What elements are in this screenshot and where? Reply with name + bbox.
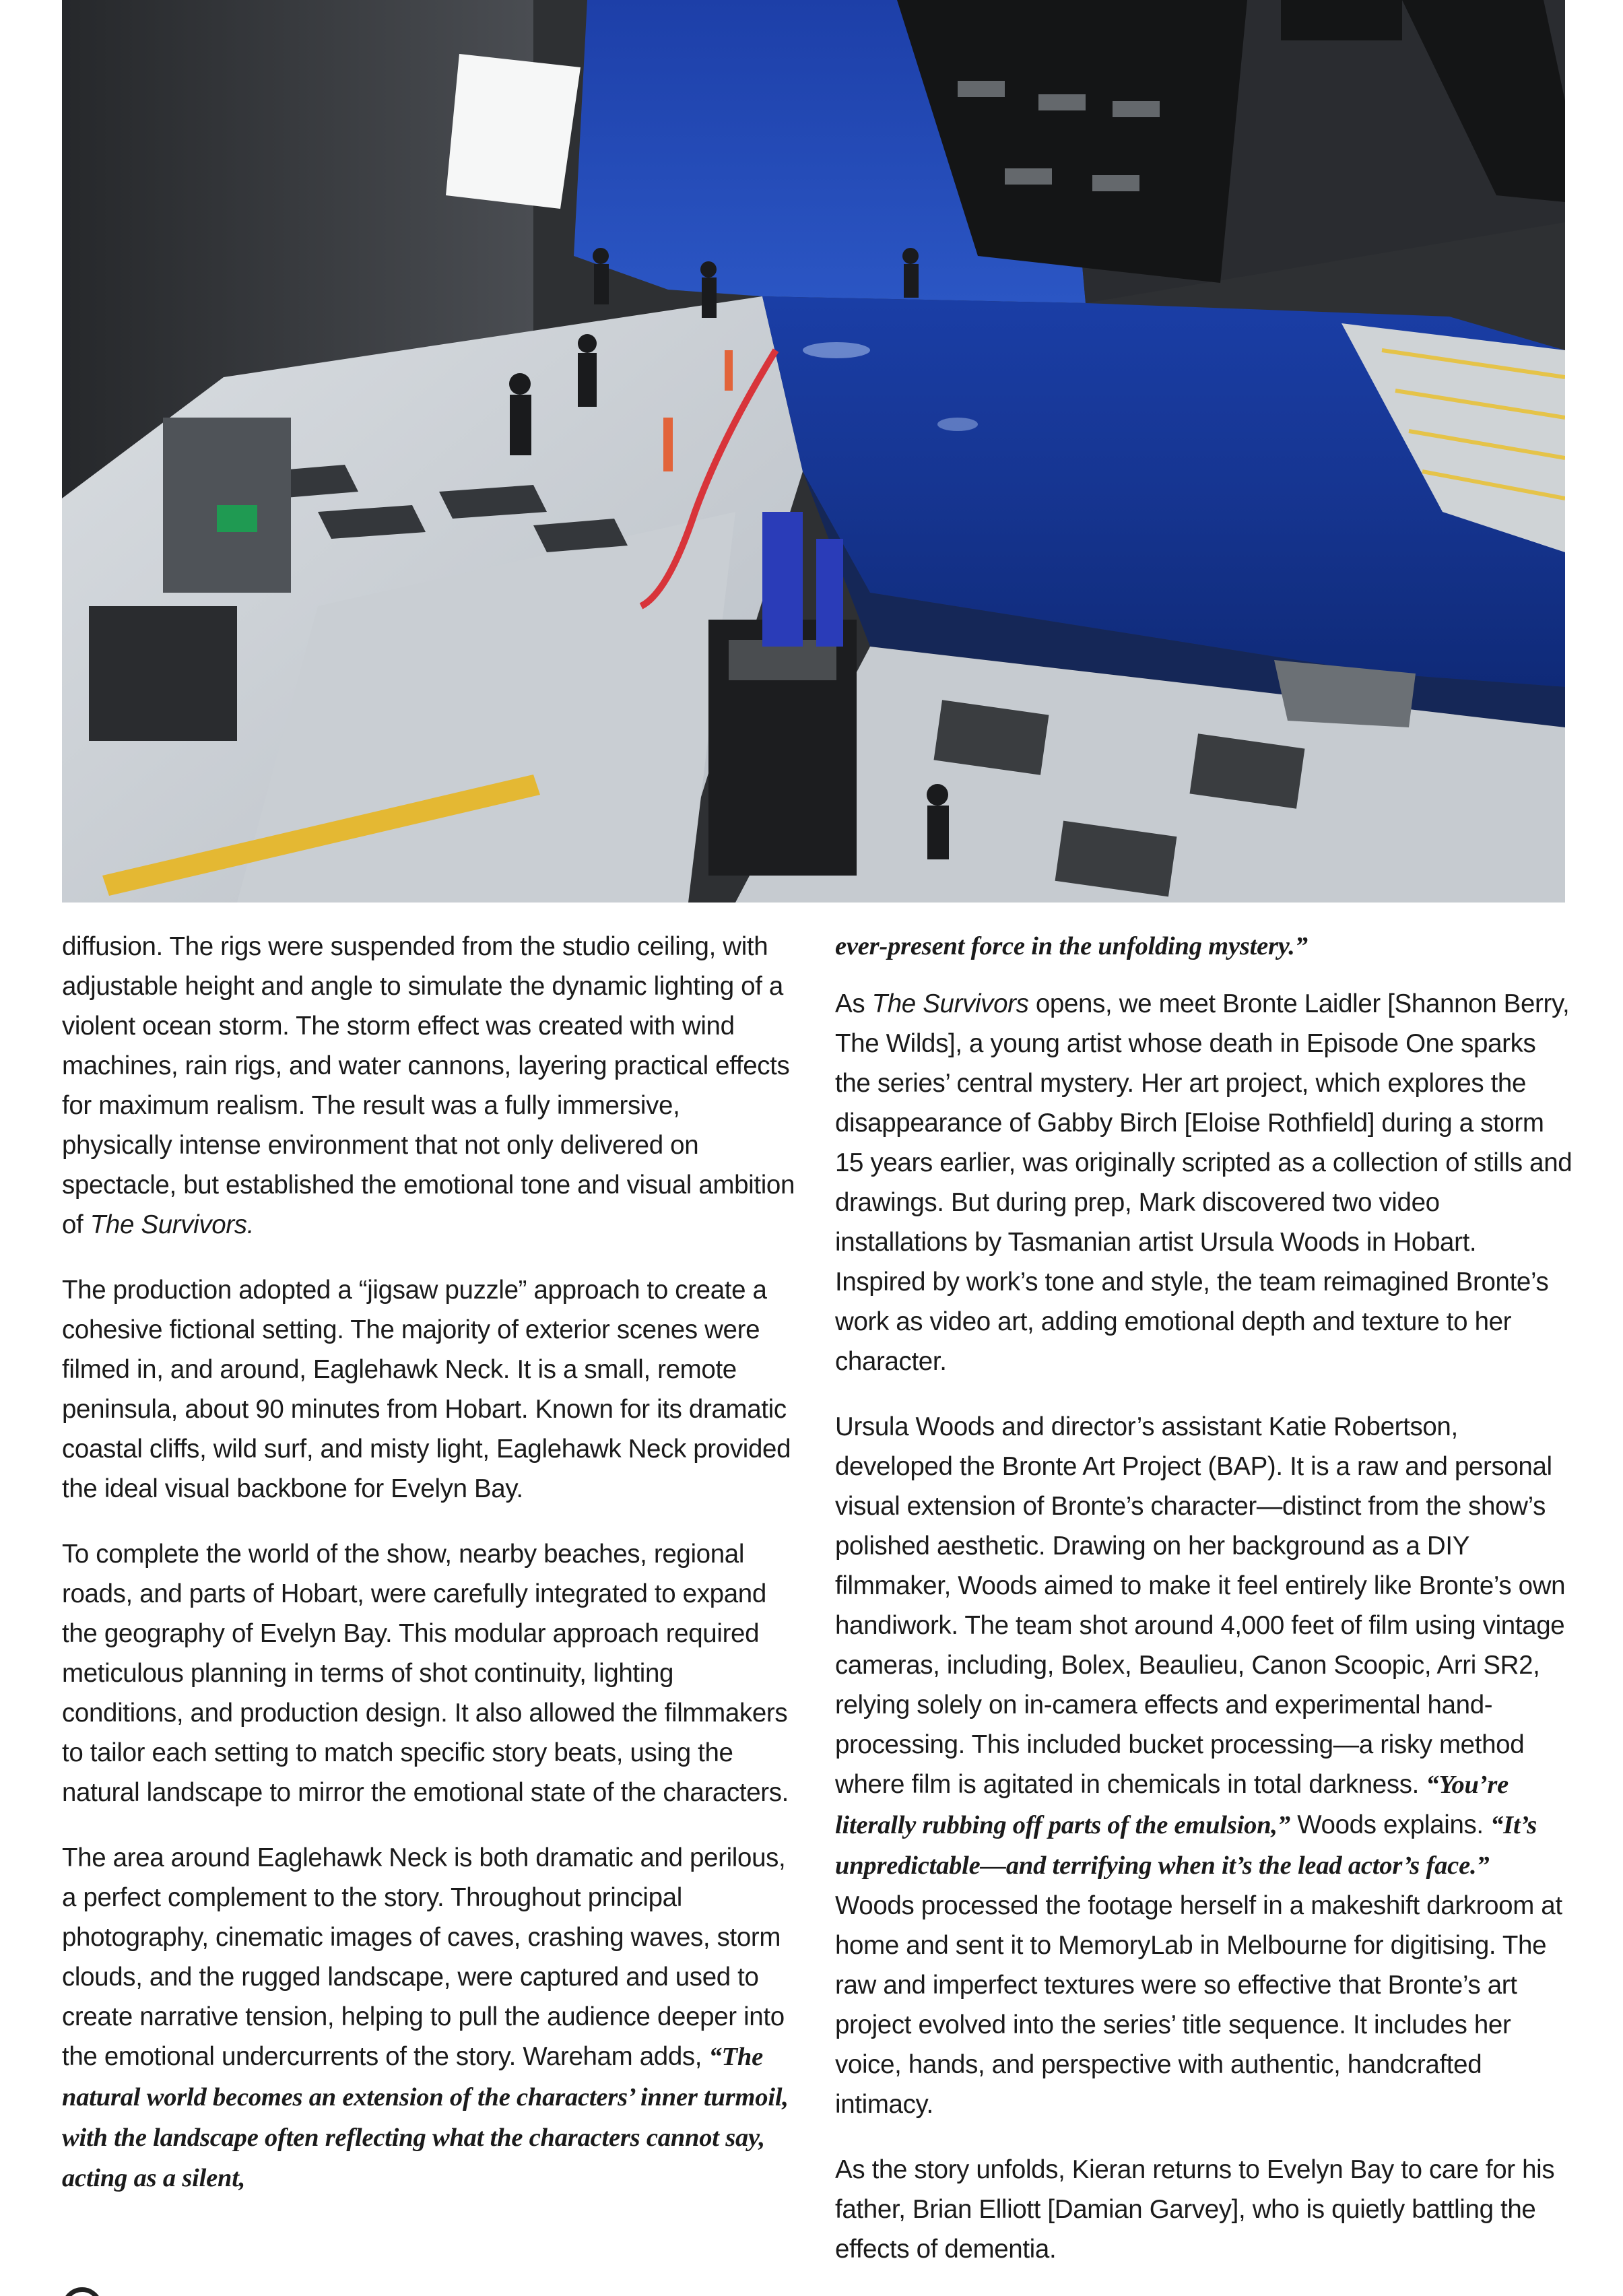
- woods-quote-1: “You’re literally rubbing off parts of the emulsion,”: [835, 1771, 1509, 1839]
- left-paragraph-3: To complete the world of the show, nearby beaches, regional roads, and parts of Hobart, were carefully integrated to expand the geography of Evelyn Bay. This modular approach required meticulous planning in terms of shot continuity, lighting conditions, and production design. It also allowed the filmmakers to tailor each setting to match specific story beats, using the natural landscape to mirror the emotional state of the characters.: [62, 1540, 789, 1807]
- right-paragraph-1-b: opens, we meet Bronte Laidler [Shannon Berry, The Wilds], a young artist whose death in Episode One sparks the series’ central mystery. Her art project, which explores the disappearance of Gabby Birch [Eloise Rothfield] during a storm 15 years earlier, was originally scripted as a collection of stills and drawings. But during prep, Mark discovered two video installations by Tasmanian artist Ursula Woods in Hobart. Inspired by work’s tone and style, the team reimagined Bronte’s work as video art, adding emotional depth and texture to her character.: [835, 989, 1572, 1376]
- right-paragraph-2: [835, 1407, 1572, 2124]
- right-paragraph-2-a: Ursula Woods and director’s assistant Katie Robertson, developed the Bronte Art Project (BAP). It is a raw and personal visual extension of Bronte’s character—distinct from the show’s polished aesthetic. Drawing on her background as a DIY filmmaker, Woods aimed to make it feel entirely like Bronte’s own handiwork. The team shot around 4,000 feet of film using vintage cameras, including, Bolex, Beaulieu, Canon Scoopic, Arri SR2, relying solely on in-camera effects and experimental hand-processing. This included bucket processing—a risky method where film is agitated in chemicals in total darkness.: [835, 1412, 1566, 1799]
- show-title-italic-2: The Survivors: [871, 989, 1029, 1018]
- quote-continuation: ever-present force in the unfolding mystery.”: [835, 932, 1308, 960]
- right-paragraph-3: As the story unfolds, Kieran returns to Evelyn Bay to care for his father, Brian Elliott [Damian Garvey], who is quietly battling the effects of dementia.: [835, 2155, 1555, 2264]
- right-paragraph-2-b: Woods explains.: [1290, 1810, 1491, 1839]
- right-paragraph-2-c: Woods processed the footage herself in a makeshift darkroom at home and sent it to MemoryLab in Melbourne for digitising. The raw and imperfect textures were so effective that Bronte’s art project evolved into the series’ title sequence. It includes her voice, hands, and perspective with authentic, handcrafted intimacy.: [835, 1891, 1562, 2119]
- left-paragraph-1-text: diffusion. The rigs were suspended from the studio ceiling, with adjustable height and angle to simulate the dynamic lighting of a violent ocean storm. The storm effect was created with wind machines, rain rigs, and water cannons, layering practical effects for maximum realism. The result was a fully immersive, physically intense environment that not only delivered on spectacle, but established the emotional tone and visual ambition of: [62, 932, 795, 1239]
- right-paragraph-1-a: As: [835, 989, 872, 1018]
- studio-water-tank-photo: [62, 0, 1565, 903]
- left-text-column: [62, 927, 796, 2224]
- right-paragraph-1: [835, 984, 1572, 1381]
- left-paragraph-2: The production adopted a “jigsaw puzzle” approach to create a cohesive fictional setting. The majority of exterior scenes were filmed in, and around, Eaglehawk Neck. It is a small, remote peninsula, about 90 minutes from Hobart. Known for its dramatic coastal cliffs, wild surf, and misty light, Eaglehawk Neck provided the ideal visual backbone for Evelyn Bay.: [62, 1276, 791, 1503]
- show-title-italic: The Survivors.: [90, 1210, 255, 1239]
- wareham-quote: “The natural world becomes an extension of the characters’ inner turmoil, with the landscape often reflecting what the characters cannot say, acting as a silent,: [62, 2043, 789, 2192]
- next-page-glyph-fragment: [62, 2285, 102, 2296]
- right-text-column: [835, 927, 1572, 2295]
- photo-illustration: [62, 0, 1565, 903]
- left-paragraph-1: [62, 927, 796, 1245]
- woods-quote-2: “It’s unpredictable—and terrifying when it’s the lead actor’s face.”: [835, 1811, 1537, 1880]
- left-paragraph-4-text: The area around Eaglehawk Neck is both dramatic and perilous, a perfect complement to the story. Throughout principal photography, cinematic images of caves, crashing waves, storm clouds, and the rugged landscape, were captured and used to create narrative tension, helping to pull the audience deeper into the emotional undercurrents of the story. Wareham adds,: [62, 1843, 786, 2071]
- left-paragraph-4: [62, 1838, 796, 2198]
